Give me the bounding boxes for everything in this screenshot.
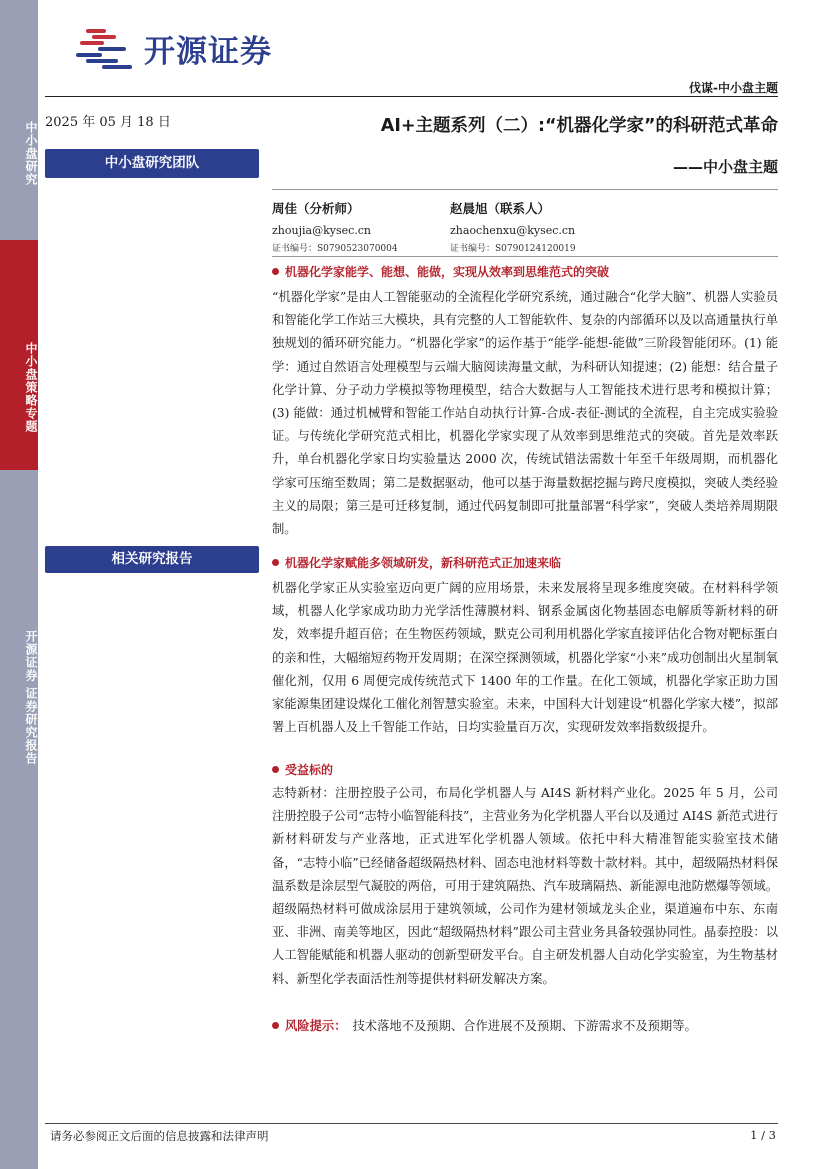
page-number: 1 / 3 <box>750 1128 776 1142</box>
bullet-icon <box>272 268 279 275</box>
section-1 <box>272 263 778 541</box>
report-title: AI+主题系列（二）:“机器化学家”的科研范式革命 <box>380 116 778 136</box>
sidebar-label-bottom: 开源证券 证券研究报告 <box>24 630 38 766</box>
section-paragraph: 志特新材：注册控股子公司，布局化学机器人与 AI4S 新材料产业化。2025 年 5 月，公司注册控股子公司“志特小临智能科技”，主营业务为化学机器人平台以及通过 AI4S 新范式进行新材料研发与产业落地，正式进军化学机器人领域。依托中科大精准智能实验室技术储备，“志特小临”已经储备超级隔热材料、固态电池材料等数十款材料。其中，超级隔热材料保温系数是涂层型气凝胶的两倍，可用于建筑隔热、汽车玻璃隔热、新能源电池防燃爆等领域。超级隔热材料可做成涂层用于建筑领域，公司作为建材领域龙头企业，渠道遍布中东、东南亚、非洲、南美等地区，因此“超级隔热材料”跟公司主营业务具备较强协同性。晶泰控股：以人工智能赋能和机器人驱动的创新型研发平台。自主研发机器人自动化学实验室，为生物基材料、新型化学表面活性剂等提供材料研发解决方案。 <box>272 786 778 986</box>
logo-mark-icon <box>74 27 136 71</box>
sidebar-label-top: 中小盘研究 <box>24 120 38 186</box>
author-email[interactable]: zhaochenxu@kysec.cn <box>450 224 576 237</box>
section-heading <box>272 263 778 280</box>
bullet-icon <box>272 766 279 773</box>
footer-disclaimer: 请务必参阅正文后面的信息披露和法律声明 <box>50 1129 269 1143</box>
report-subtitle: ——中小盘主题 <box>672 158 778 176</box>
section-heading <box>272 554 778 571</box>
team-label: 中小盘研究团队 <box>45 149 259 178</box>
bullet-icon <box>272 559 279 566</box>
section-heading-text: 机器化学家能学、能想、能做，实现从效率到思维范式的突破 <box>285 265 610 279</box>
author-name: 赵晨旭（联系人） <box>450 201 551 216</box>
section-2 <box>272 554 778 739</box>
section-paragraph: 机器化学家正从实验室迈向更广阔的应用场景，未来发展将呈现多维度突破。在材料科学领域，机器人化学家成功助力光学活性薄膜材料、钢系金属卤化物基固态电解质等新材料的研发，效率提升超百倍；在生物医药领域，默克公司利用机器化学家直接评估化合物对靶标蛋白的亲和性，大幅缩短药物开发周期；在深空探测领域，机器化学家“小来”成功创制出火星制氧催化剂，仅用 6 周便完成传统范式下 1400 年的工作量。在化工领域，机器化学家正助力国家能源集团建设煤化工催化剂智慧实验室。未来，中国科大计划建设“机器化学家大楼”，拟部署上百机器人及上千智能工作站，日均实验量百万次，实现研发效率指数级提升。 <box>272 581 778 735</box>
risk-notice <box>272 1016 697 1034</box>
author-email[interactable]: zhoujia@kysec.cn <box>272 224 372 237</box>
author-name: 周佳（分析师） <box>272 201 360 216</box>
author-card <box>450 199 576 254</box>
risk-text: 技术落地不及预期、合作进展不及预期、下游需求不及预期等。 <box>352 1019 697 1033</box>
left-sidebar <box>0 0 38 1169</box>
report-date: 2025 年 05 月 18 日 <box>45 115 171 130</box>
section-heading <box>272 761 778 778</box>
author-card <box>272 199 398 254</box>
related-reports-label: 相关研究报告 <box>45 546 259 573</box>
section-heading-text: 机器化学家赋能多领域研发，新科研范式正加速来临 <box>285 556 562 570</box>
section-heading-text: 受益标的 <box>285 763 334 777</box>
authors-top-divider <box>272 189 778 190</box>
bullet-icon <box>272 1022 279 1029</box>
section-paragraph: “机器化学家”是由人工智能驱动的全流程化学研究系统，通过融合“化学大脑”、机器人实验员和智能化学工作站三大模块，具有完整的人工智能软件、复杂的内部循环以及以高通量执行单独规划的循环研究能力。“机器化学家”的运作基于“能学-能想-能做”三阶段智能闭环。(1) 能学：通过自然语言处理模型与云端大脑阅读海量文献，为科研认知提速；(2) 能想：结合量子化学计算、分子动力学模拟等物理模型，结合大数据与人工智能技术进行思考和模拟计算；(3) 能做：通过机械臂和智能工作站自动执行计算-合成-表征-测试的全流程，自主完成实验验证。与传统化学研究范式相比，机器化学家实现了从效率到思维范式的突破。首先是效率跃升，单台机器化学家日均实验量达 2000 次，传统试错法需数十年至千年级周期，而机器化学家可压缩至数周；第二是数据驱动，他可以基于海量数据挖掘与跨尺度模拟，突破人类经验主义的局限；第三是可迁移复制，通过代码复制即可批量部署“科学家”，突破人类培养周期限制。 <box>272 290 778 537</box>
section-3 <box>272 761 778 991</box>
logo-text: 开源证券 <box>144 34 272 70</box>
report-category: 伐谋-中小盘主题 <box>689 81 778 95</box>
company-logo <box>74 26 272 71</box>
risk-label: 风险提示： <box>285 1019 347 1033</box>
sidebar-label-mid: 中小盘策略专题 <box>0 240 38 470</box>
author-cert: 证书编号：S0790523070004 <box>272 244 398 254</box>
authors-bottom-divider <box>272 256 778 257</box>
footer-divider <box>45 1123 778 1124</box>
author-cert: 证书编号：S0790124120019 <box>450 244 576 254</box>
header-divider <box>45 96 778 97</box>
